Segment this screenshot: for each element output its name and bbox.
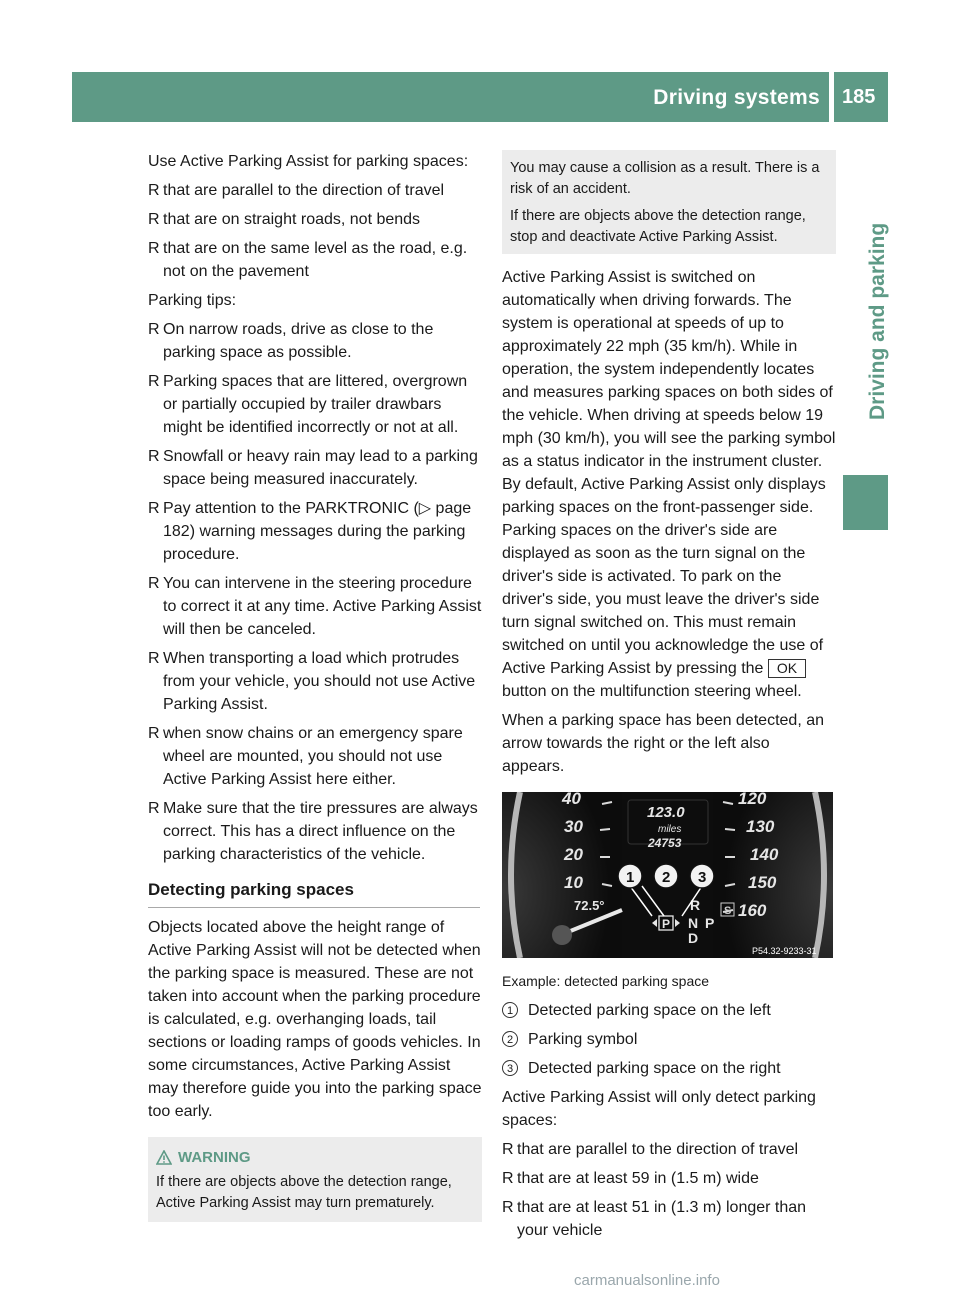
scale-label: 30 (564, 817, 583, 836)
detect-conditions-list (502, 1138, 836, 1242)
warning-triangle-icon (156, 1150, 172, 1165)
list-item: R that are at least 59 in (1.5 m) wide (502, 1170, 759, 1187)
scale-label: 130 (746, 817, 775, 836)
scale-label: 150 (748, 873, 777, 892)
svg-text:3: 3 (698, 869, 707, 886)
callout-marker-1 (618, 864, 642, 888)
odometer-value: 123.0 (647, 804, 685, 821)
scale-label: 120 (738, 792, 767, 808)
figure-caption: Example: detected parking space (502, 973, 710, 989)
intro-text: Use Active Parking Assist for parking spaces: (148, 153, 469, 170)
ok-button-symbol: OK (768, 659, 806, 678)
side-tab-marker (843, 475, 888, 530)
tips-list (148, 318, 482, 866)
warning-box (148, 1137, 482, 1222)
list-item: R that are on straight roads, not bends (148, 211, 421, 228)
chapter-title: Driving systems (653, 86, 820, 109)
warning-cont-text: You may cause a collision as a result. There is a risk of an accident. (510, 160, 820, 197)
side-tab-label: Driving and parking (866, 222, 889, 420)
callout-number: 3 (502, 1060, 518, 1076)
scale-label: 10 (564, 873, 583, 892)
section-heading: Detecting parking spaces (148, 878, 480, 908)
odometer-sub: 24753 (648, 836, 682, 850)
body-paragraph: Active Parking Assist is switched on automatically when driving forwards. The system is operational at speeds of up to approximately 22 mph (35 km/h). While in operation, the system independently locates and measures parking spaces on both sides of the vehicle. When driving at speeds below 19 mph (30 km/h), you will see the parking symbol as a status indicator in the instrument cluster. By default, Active Parking Assist only displays parking spaces on the front-passenger side. Parking spaces on the driver's side are displayed as soon as the turn signal on the driver's side is activated. To park on the driver's side, you must leave the driver's side turn signal switched on. This must remain switched on until you acknowledge the use of Active Parking Assist by pressing the OK button on the multifunction steering wheel. (502, 269, 836, 700)
list-item: R Parking spaces that are littered, overgrown or partially occupied by trailer drawbars might be identified incorrectly or not at all. (148, 373, 468, 436)
list-item: R When transporting a load which protrudes from your vehicle, you should not use Active Parking Assist. (148, 650, 476, 713)
gear-n: N (688, 915, 699, 931)
figure-code: P54.32-9233-31 (752, 946, 817, 956)
gear-p: P (705, 915, 715, 931)
list-item: R Make sure that the tire pressures are always correct. This has a direct influence on the parking characteristics of the vehicle. (148, 800, 478, 863)
callout-marker-2 (654, 864, 678, 888)
callout-item: 1 Detected parking space on the left (502, 999, 836, 1022)
left-column (148, 150, 482, 1222)
section-body: Objects located above the height range of Active Parking Assist will not be detected when the parking space is measured. These are not taken into account when the parking procedure is calculated, e.g. overhanging loads, tail sections or loading ramps of goods vehicles. In some circumstances, Active Parking Assist may therefore guide you into the parking space too early. (148, 919, 482, 1120)
sport-mode-indicator: S (724, 905, 732, 917)
list-item: R Pay attention to the PARKTRONIC (▷ page 182) warning messages during the parking procedure. (148, 500, 472, 563)
list-item: R On narrow roads, drive as close to the parking space as possible. (148, 321, 434, 361)
warning-cont-text: If there are objects above the detection range, stop and deactivate Active Parking Assist. (510, 208, 806, 245)
temperature-readout: 72.5° (574, 898, 605, 913)
list-item: R that are at least 51 in (1.3 m) longer than your vehicle (502, 1199, 807, 1239)
header-divider (829, 72, 834, 122)
parking-symbol-letter: P (662, 917, 671, 931)
callout-legend (502, 999, 836, 1080)
warning-continuation (502, 150, 836, 254)
conditions-list (148, 179, 482, 283)
scale-label: 160 (738, 901, 767, 920)
gear-d: D (688, 930, 699, 946)
callout-item: 3 Detected parking space on the right (502, 1057, 836, 1080)
page-number: 185 (842, 86, 876, 108)
instrument-cluster-figure (502, 792, 833, 958)
scale-label: 140 (750, 845, 779, 864)
svg-text:1: 1 (626, 869, 635, 886)
callout-item: 2 Parking symbol (502, 1028, 836, 1051)
list-item: R when snow chains or an emergency spare wheel are mounted, you should not use Active Parking Assist here either. (148, 725, 463, 788)
warning-text: If there are objects above the detection range, Active Parking Assist may turn prematurely. (156, 1174, 452, 1211)
tips-heading: Parking tips: (148, 292, 237, 309)
svg-text:2: 2 (662, 869, 671, 886)
warning-title: WARNING (156, 1147, 474, 1168)
body-paragraph: When a parking space has been detected, an arrow towards the right or the left also appears. (502, 712, 824, 775)
callout-number: 1 (502, 1002, 518, 1018)
cluster-illustration (502, 792, 833, 958)
list-item: R that are parallel to the direction of travel (502, 1141, 799, 1158)
callout-marker-3 (690, 864, 714, 888)
list-item: R You can intervene in the steering procedure to correct it at any time. Active Parking Assist will then be canceled. (148, 575, 482, 638)
list-item: R that are on the same level as the road, e.g. not on the pavement (148, 240, 468, 280)
list-item: R that are parallel to the direction of travel (148, 182, 445, 199)
callout-number: 2 (502, 1031, 518, 1047)
gear-r: R (690, 897, 701, 913)
watermark: carmanualsonline.info (574, 1272, 720, 1289)
scale-label: 20 (564, 845, 583, 864)
list-item: R Snowfall or heavy rain may lead to a parking space being measured inaccurately. (148, 448, 478, 488)
scale-label: 40 (562, 792, 581, 808)
right-column (502, 150, 836, 1248)
odometer-unit: miles (658, 824, 682, 835)
detect-intro: Active Parking Assist will only detect parking spaces: (502, 1089, 816, 1129)
